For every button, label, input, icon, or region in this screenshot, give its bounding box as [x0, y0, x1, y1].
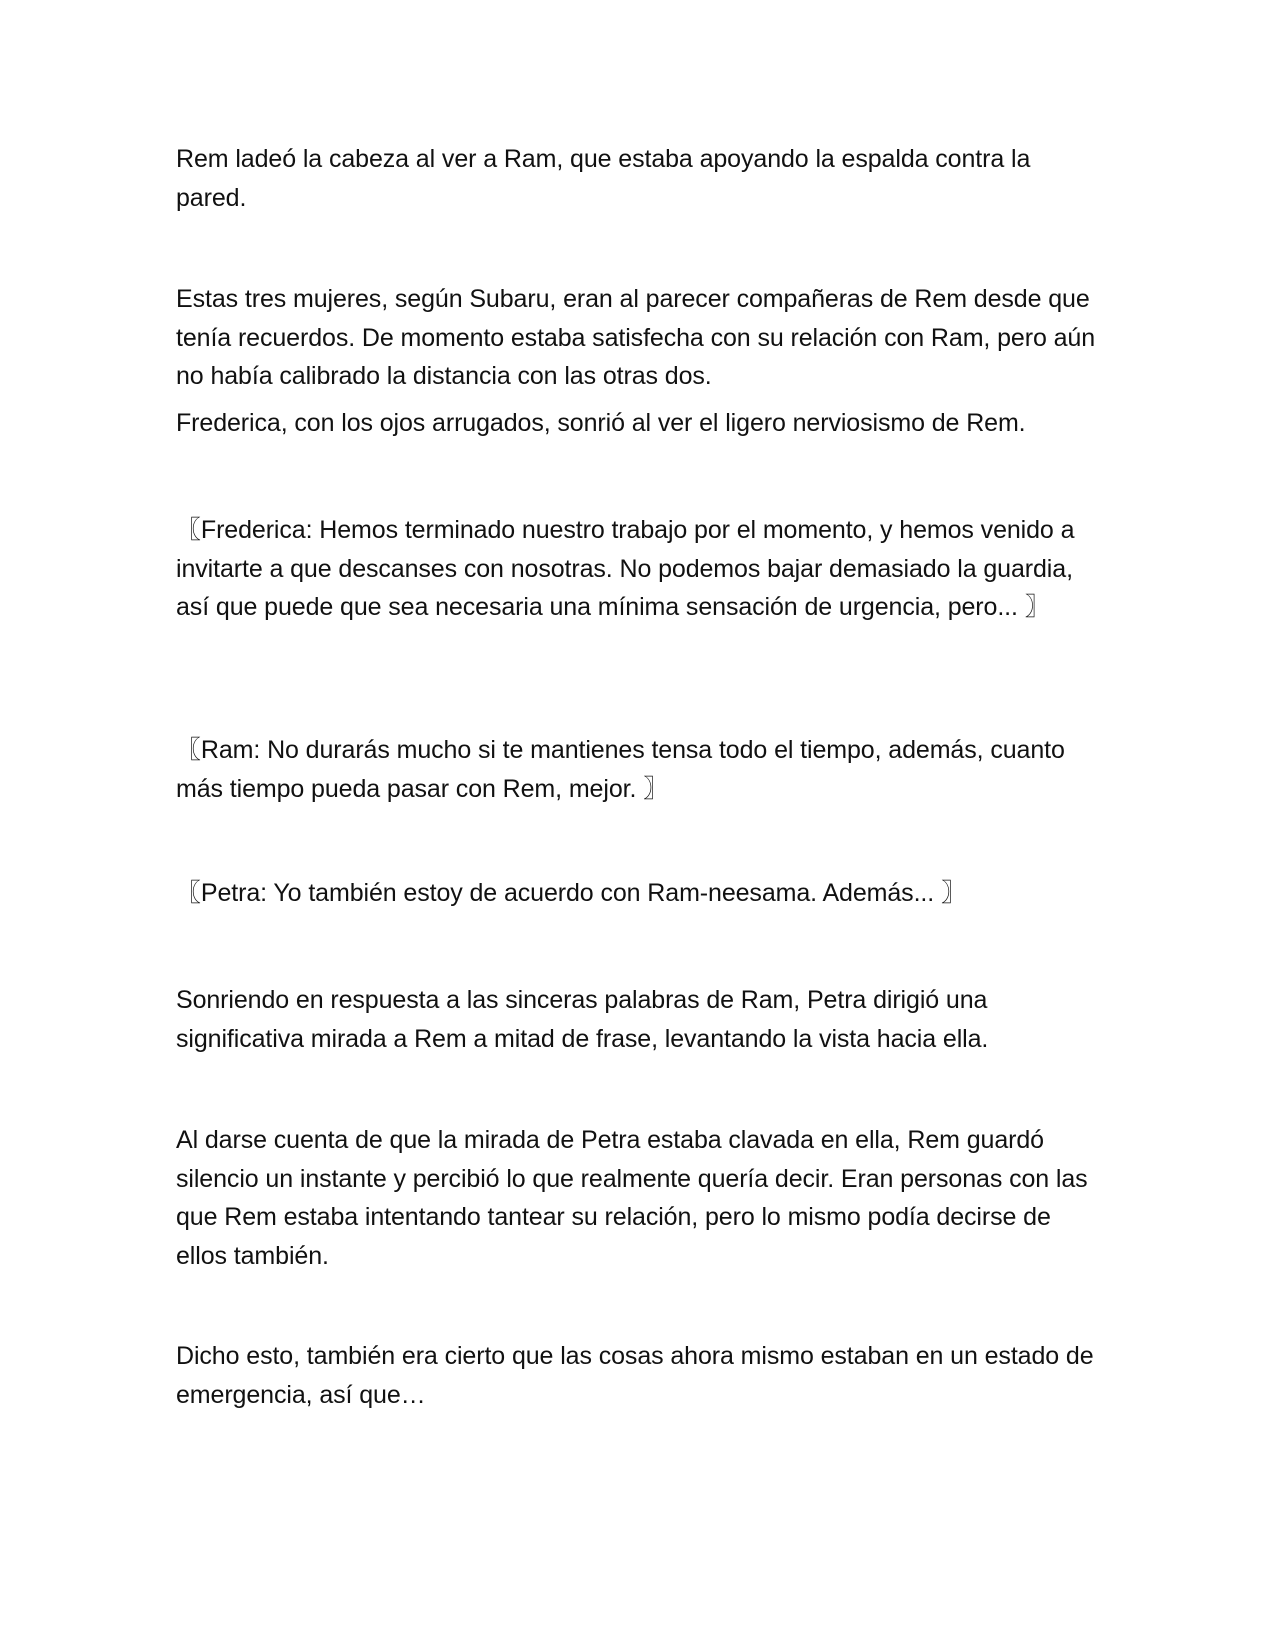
dialogue-ram: 〖Ram: No durarás mucho si te mantienes tensa todo el tiempo, además, cuanto más tiempo pueda pasar con Rem, mejor. 〗	[176, 736, 1065, 803]
paragraph-1: Rem ladeó la cabeza al ver a Ram, que estaba apoyando la espalda contra la pared.	[176, 145, 1031, 212]
paragraph-3: Frederica, con los ojos arrugados, sonrió al ver el ligero nerviosismo de Rem.	[176, 409, 1026, 437]
dialogue-petra: 〖Petra: Yo también estoy de acuerdo con Ram-neesama. Además... 〗	[176, 879, 966, 907]
paragraph-2: Estas tres mujeres, según Subaru, eran al parecer compañeras de Rem desde que tenía recuerdos. De momento estaba satisfecha con su relación con Ram, pero aún no había calibrado la distancia con las otras dos.	[176, 285, 1096, 390]
dialogue-frederica: 〖Frederica: Hemos terminado nuestro trabajo por el momento, y hemos venido a invitarte a que descanses con nosotras. No podemos bajar demasiado la guardia, así que puede que sea necesaria una mínima sensación de urgencia, pero... 〗	[176, 516, 1075, 621]
paragraph-8: Al darse cuenta de que la mirada de Petra estaba clavada en ella, Rem guardó silencio un instante y percibió lo que realmente quería decir. Eran personas con las que Rem estaba intentando tantear su relación, pero lo mismo podía decirse de ellos también.	[176, 1126, 1088, 1270]
paragraph-7: Sonriendo en respuesta a las sinceras palabras de Ram, Petra dirigió una significativa mirada a Rem a mitad de frase, levantando la vista hacia ella.	[176, 986, 989, 1053]
paragraph-9: Dicho esto, también era cierto que las cosas ahora mismo estaban en un estado de emergencia, así que…	[176, 1342, 1094, 1409]
